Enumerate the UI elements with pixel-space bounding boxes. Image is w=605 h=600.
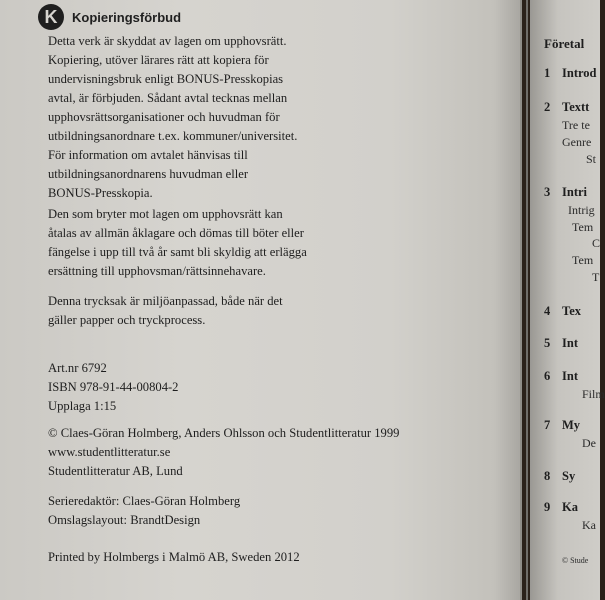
toc-title: Ka	[562, 500, 578, 514]
edition: Upplaga 1:15	[48, 399, 117, 413]
notice-line: utbildningsanordnarens huvudman eller	[48, 167, 249, 181]
contents-page	[530, 0, 605, 600]
printer-info	[48, 548, 300, 567]
toc-item	[544, 66, 597, 81]
cover-layout: Omslagslayout: BrandtDesign	[48, 513, 201, 527]
toc-subitem: Tre te	[562, 118, 590, 132]
penalty-line: ersättning till upphovsman/rättsinnehavare.	[48, 264, 266, 278]
toc-number: 8	[544, 469, 551, 483]
copyright-info	[48, 424, 399, 481]
notice-line: upphovsrättsorganisationer och huvudman för	[48, 110, 280, 124]
contents-heading: Företal	[544, 36, 585, 51]
environment-line: Denna trycksak är miljöanpassad, både när det	[48, 294, 283, 308]
printer-line: Printed by Holmbergs i Malmö AB, Sweden 2012	[48, 550, 300, 564]
toc-subitem: Tem	[572, 220, 594, 234]
isbn: ISBN 978-91-44-00804-2	[48, 380, 179, 394]
page-edge	[526, 0, 528, 600]
toc-title: Introd	[562, 66, 597, 80]
kopieringsforbud-header	[38, 4, 181, 30]
series-editor: Serieredaktör: Claes-Göran Holmberg	[48, 494, 241, 508]
brand-title: Kopieringsförbud	[72, 9, 182, 25]
toc-number: 3	[544, 185, 551, 199]
toc-subitem: T	[592, 270, 600, 284]
publisher-website: www.studentlitteratur.se	[48, 445, 171, 459]
toc-item	[544, 469, 575, 484]
notice-line: utbildningsanordnare t.ex. kommuner/universitet.	[48, 129, 298, 143]
penalty-line: åtalas av allmän åklagare och dömas till böter eller	[48, 226, 304, 240]
notice-line: BONUS-Presskopia.	[48, 186, 153, 200]
contents-footer: © Stude	[562, 556, 589, 565]
page-edge	[520, 0, 522, 600]
toc-item	[544, 304, 581, 319]
toc-number: 4	[544, 304, 551, 318]
toc-item	[544, 185, 587, 200]
copyright-holders: © Claes-Göran Holmberg, Anders Ohlsson och Studentlitteratur 1999	[48, 426, 400, 440]
toc-title: Sy	[562, 469, 576, 483]
toc-item	[544, 369, 578, 384]
toc-number: 7	[544, 418, 551, 432]
notice-line: undervisningsbruk enligt BONUS-Presskopias	[48, 72, 284, 86]
toc-number: 9	[544, 500, 551, 514]
penalty-line: fängelse i upp till två år samt bli skyldig att erlägga	[48, 245, 307, 259]
toc-number: 1	[544, 66, 551, 80]
article-number: Art.nr 6792	[48, 361, 107, 375]
copy-notice	[48, 32, 297, 203]
notice-line: För information om avtalet hänvisas till	[48, 148, 248, 162]
toc-title: Tex	[562, 304, 581, 318]
toc-title: My	[562, 418, 581, 432]
article-info	[48, 359, 178, 416]
toc-subitem: C	[592, 236, 601, 250]
credits	[48, 492, 240, 530]
toc-item	[544, 336, 578, 351]
toc-title: Int	[562, 369, 578, 383]
toc-subitem: Intrig	[568, 203, 595, 217]
toc-item	[544, 500, 578, 515]
notice-line: Detta verk är skyddat av lagen om upphovsrätt.	[48, 34, 287, 48]
publisher-name: Studentlitteratur AB, Lund	[48, 464, 183, 478]
toc-subitem: Tem	[572, 253, 594, 267]
toc-number: 2	[544, 100, 551, 114]
penalty-line: Den som bryter mot lagen om upphovsrätt kan	[48, 207, 283, 221]
toc-item	[544, 418, 580, 433]
toc-number: 6	[544, 369, 551, 383]
toc-subitem: Film	[582, 387, 605, 401]
k-logo-icon: K	[38, 4, 64, 30]
environment-notice	[48, 292, 283, 330]
toc-title: Textt	[562, 100, 590, 114]
penalty-notice	[48, 205, 307, 281]
toc-subitem: Genre	[562, 135, 592, 149]
toc-title: Int	[562, 336, 578, 350]
notice-line: avtal, är förbjuden. Sådant avtal tecknas mellan	[48, 91, 288, 105]
environment-line: gäller papper och tryckprocess.	[48, 313, 206, 327]
toc-item	[544, 100, 589, 115]
toc-subitem: St	[586, 152, 597, 166]
toc-subitem: De	[582, 436, 596, 450]
toc-number: 5	[544, 336, 551, 350]
notice-line: Kopiering, utöver lärares rätt att kopiera för	[48, 53, 269, 67]
toc-title: Intri	[562, 185, 587, 199]
toc-subitem: Ka	[582, 518, 596, 532]
